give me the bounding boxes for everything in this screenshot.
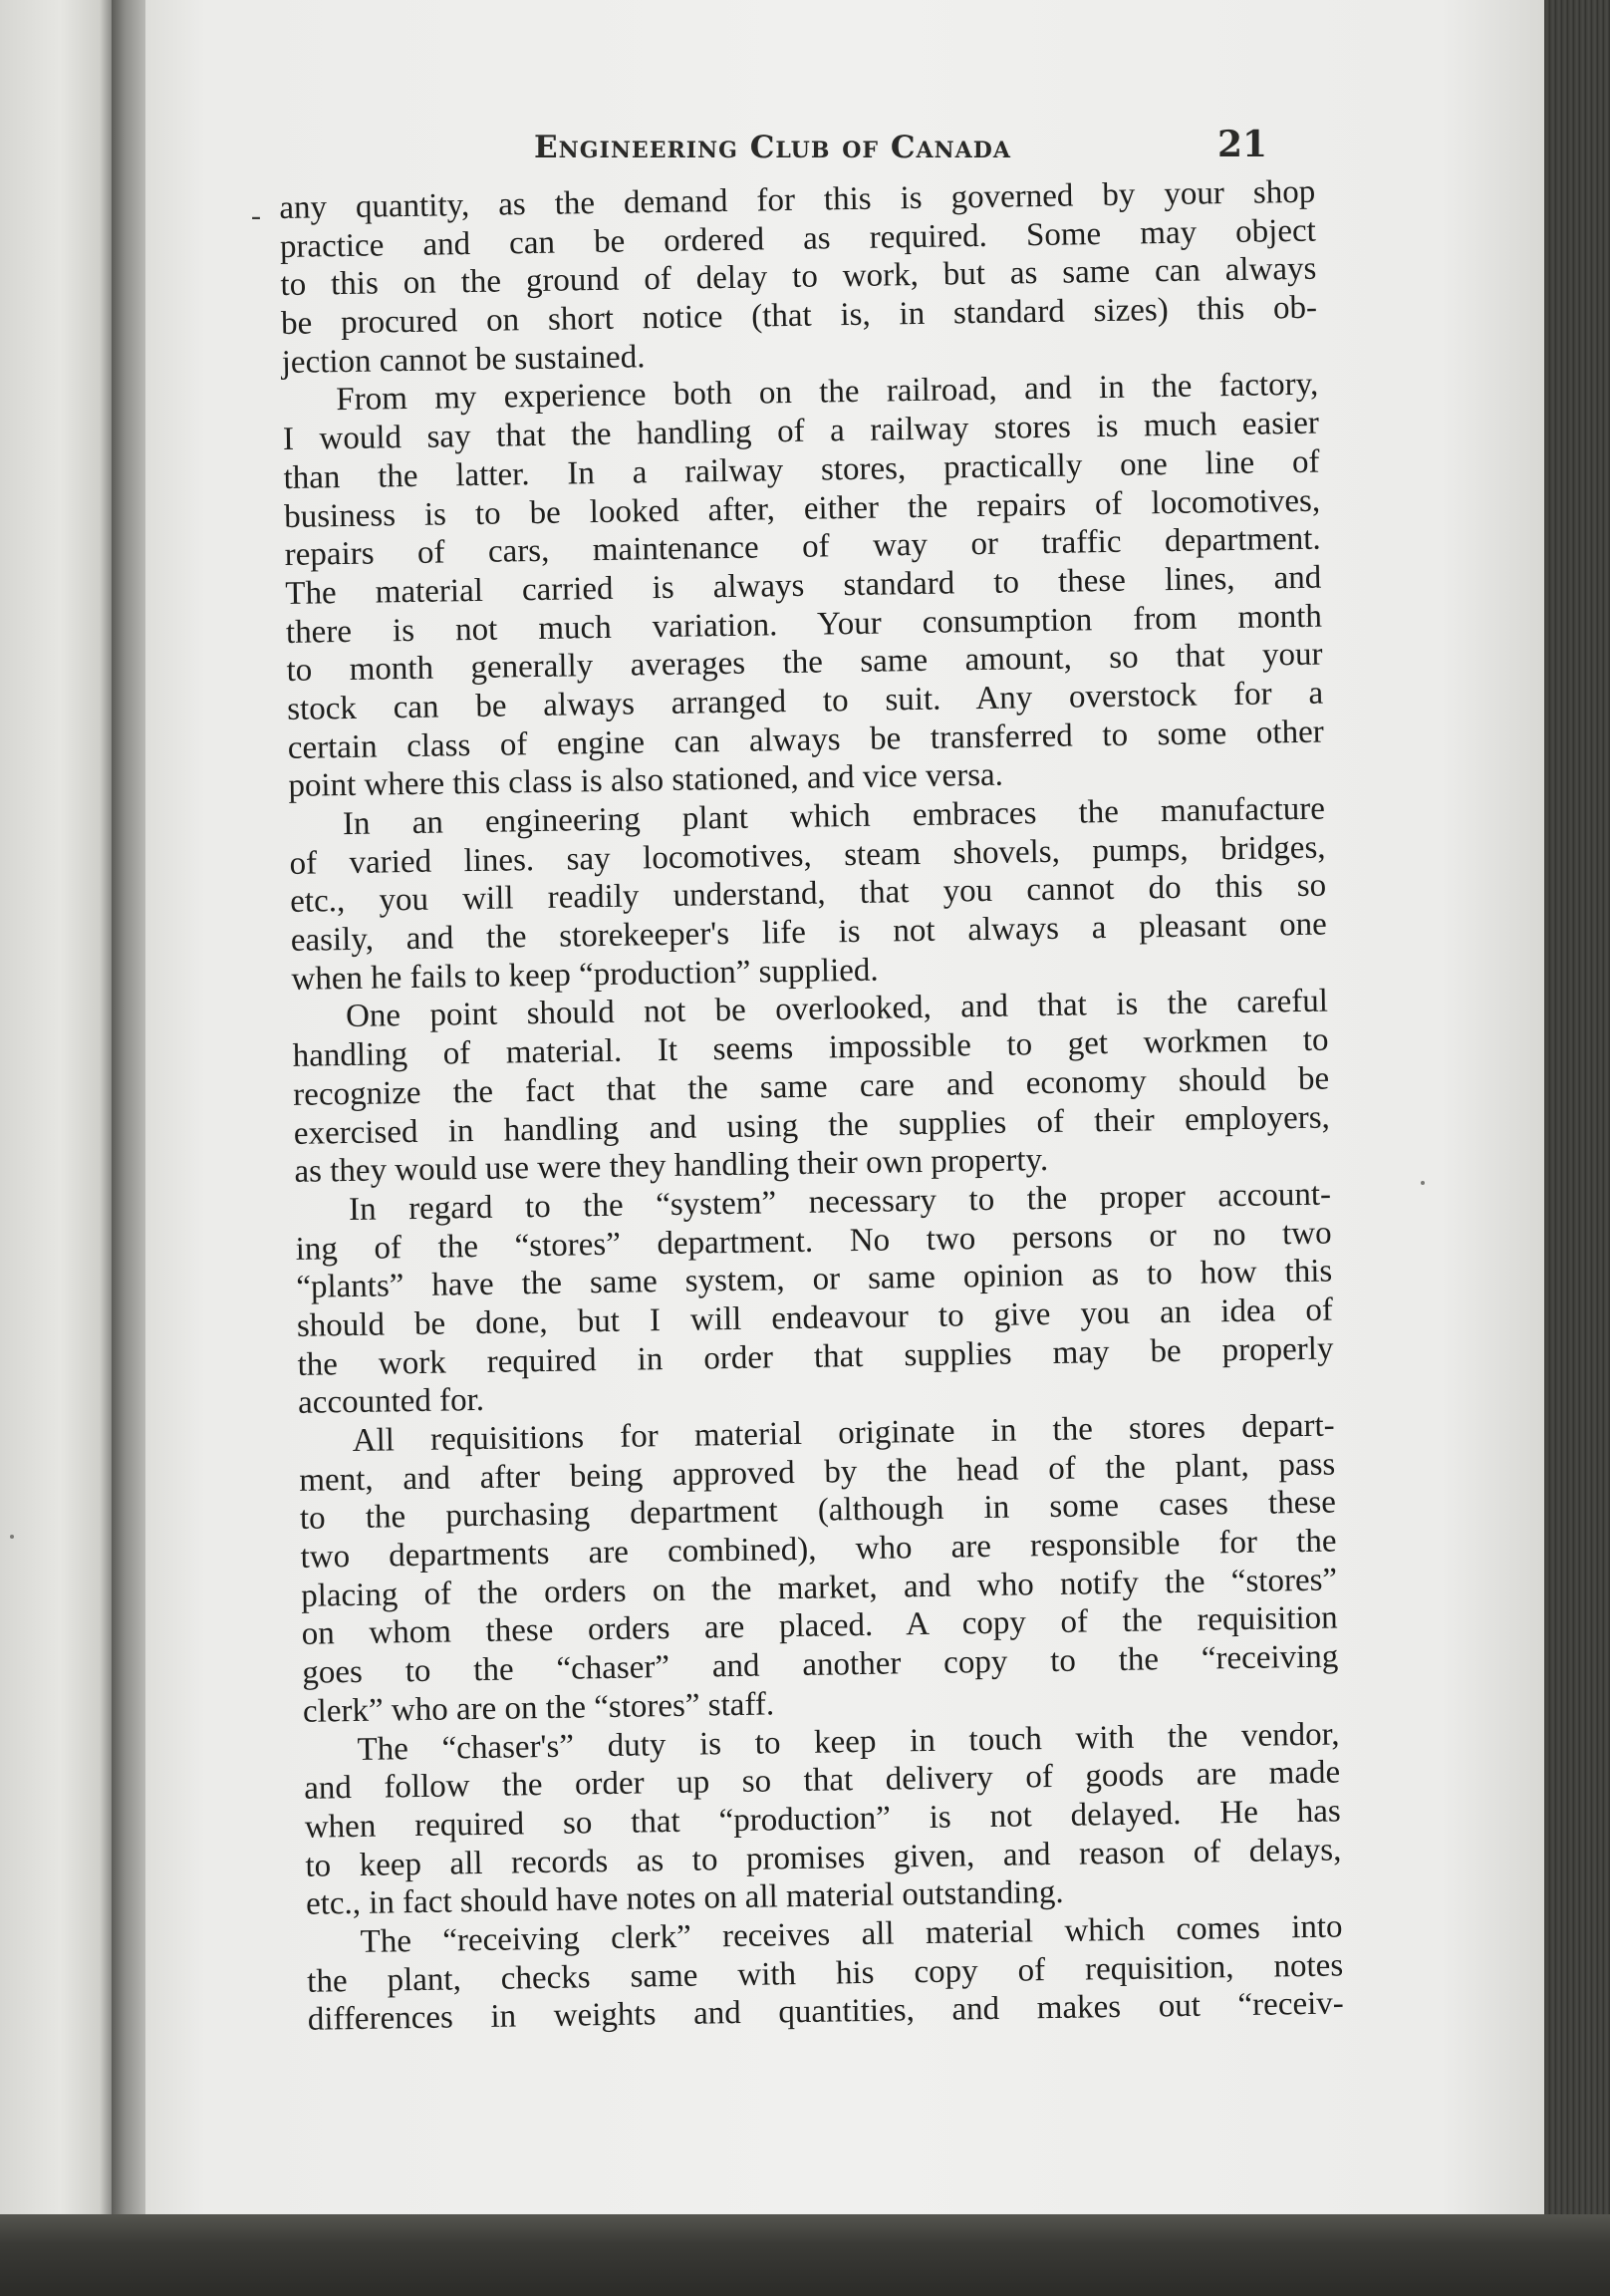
text-line: and follow the order up so that delivery of goods are made	[303, 1754, 1341, 1807]
text-line: handling of material. It seems impossible to get workmen to	[292, 1021, 1329, 1075]
text-line: In an engineering plant which embraces the manufacture	[342, 790, 1326, 843]
paragraph	[298, 1407, 1339, 1732]
text-line: “plants” have the same system, or same opinion as to how this	[296, 1253, 1333, 1306]
margin-mark: -	[251, 199, 261, 232]
text-line: to this on the ground of delay to work, but as same can always	[280, 251, 1317, 304]
paragraph	[292, 983, 1331, 1192]
text-line: as they would use were they handling their own property.	[294, 1142, 1049, 1191]
paragraph	[295, 1175, 1335, 1422]
text-line: to month generally averages the same amount, so that your	[286, 636, 1323, 690]
text-line: easily, and the storekeeper's life is not always a pleasant one	[290, 906, 1327, 959]
text-line: practice and can be ordered as required. Some may object	[279, 212, 1317, 265]
paragraph	[289, 790, 1328, 1000]
text-line: certain class of engine can always be transferred to some other	[287, 714, 1324, 766]
text-line: business is to be looked after, either the repairs of locomotives,	[283, 482, 1321, 535]
text-line: than the latter. In a railway stores, practically one line of	[283, 443, 1320, 496]
text-line: etc., in fact should have notes on all material outstanding.	[305, 1874, 1064, 1923]
text-line: I would say that the handling of a railway stores is much easier	[282, 405, 1320, 458]
scan-speck	[10, 1535, 14, 1539]
text-line: goes to the “chaser” and another copy to the “receiving	[302, 1638, 1339, 1691]
text-line: be procured on short notice (that is, in standard sizes) this ob-	[280, 289, 1318, 343]
text-line: when he fails to keep “production” supplied.	[291, 952, 879, 998]
scan-speck	[1421, 1181, 1425, 1185]
text-line: should be done, but I will endeavour to give you an idea of	[296, 1292, 1334, 1344]
book-gutter	[112, 0, 145, 2222]
page-number: 21	[1217, 124, 1268, 165]
scan-bottom-border	[0, 2214, 1610, 2296]
text-line: of varied lines. say locomotives, steam shovels, pumps, bridges,	[289, 829, 1326, 882]
text-line: differences in weights and quantities, and makes out “receiv-	[307, 1985, 1345, 2039]
text-line: The “receiving clerk” receives all material which comes into	[360, 1908, 1343, 1960]
paragraph	[279, 173, 1318, 383]
text-line: stock can be always arranged to suit. Any overstock for a	[286, 675, 1324, 727]
text-line: recognize the fact that the same care and economy should be	[292, 1060, 1330, 1113]
body-text	[279, 173, 1344, 2040]
text-line: the plant, checks same with his copy of requisition, notes	[306, 1947, 1344, 2000]
text-line: exercised in handling and using the supplies of their employers,	[293, 1099, 1331, 1152]
running-head-title: Engineering Club of Canada	[534, 130, 1011, 165]
text-line: jection cannot be sustained.	[281, 339, 646, 381]
text-line: when required so that “production” is not delayed. He has	[304, 1793, 1341, 1846]
text-line: One point should not be overlooked, and that is the careful	[345, 984, 1329, 1035]
page-stack-edge	[1544, 0, 1610, 2232]
text-line: The “chaser's” duty is to keep in touch with the vendor,	[357, 1715, 1340, 1768]
text-line: two departments are combined), who are responsible for the	[300, 1523, 1337, 1576]
text-line: ing of the “stores” department. No two persons or no two	[295, 1215, 1332, 1268]
paragraph	[303, 1715, 1342, 1924]
text-line: etc., you will readily understand, that you cannot do this so	[289, 867, 1327, 921]
text-line: In regard to the “system” necessary to the proper account-	[348, 1176, 1332, 1228]
text-line: The material carried is always standard to these lines, and	[285, 559, 1322, 612]
facing-page-edge	[0, 0, 112, 2222]
text-line: accounted for.	[297, 1382, 485, 1422]
text-line: ment, and after being approved by the head of the plant, pass	[299, 1446, 1336, 1499]
text-line: point where this class is also stationed, and vice versa.	[288, 756, 1004, 805]
text-line: the work required in order that supplies may be properly	[297, 1330, 1334, 1383]
text-line: any quantity, as the demand for this is governed by your shop	[279, 173, 1316, 226]
text-line: clerk” who are on the “stores” staff.	[302, 1686, 775, 1730]
text-line: there is not much variation. Your consumption from month	[285, 598, 1323, 651]
text-line: to the purchasing department (although in some cases these	[299, 1484, 1337, 1538]
running-head	[145, 118, 1544, 177]
text-line: repairs of cars, maintenance of way or traffic department.	[284, 520, 1321, 574]
text-line: All requisitions for material originate in the stores depart-	[352, 1407, 1335, 1459]
text-line: placing of the orders on the market, and who notify the “stores”	[300, 1562, 1338, 1614]
paragraph	[306, 1907, 1344, 2039]
text-line: on whom these orders are placed. A copy of the requisition	[301, 1599, 1338, 1653]
text-line: From my experience both on the railroad, and in the factory,	[336, 367, 1319, 419]
paragraph	[282, 366, 1325, 806]
text-line: to keep all records as to promises given, and reason of delays,	[305, 1832, 1342, 1884]
